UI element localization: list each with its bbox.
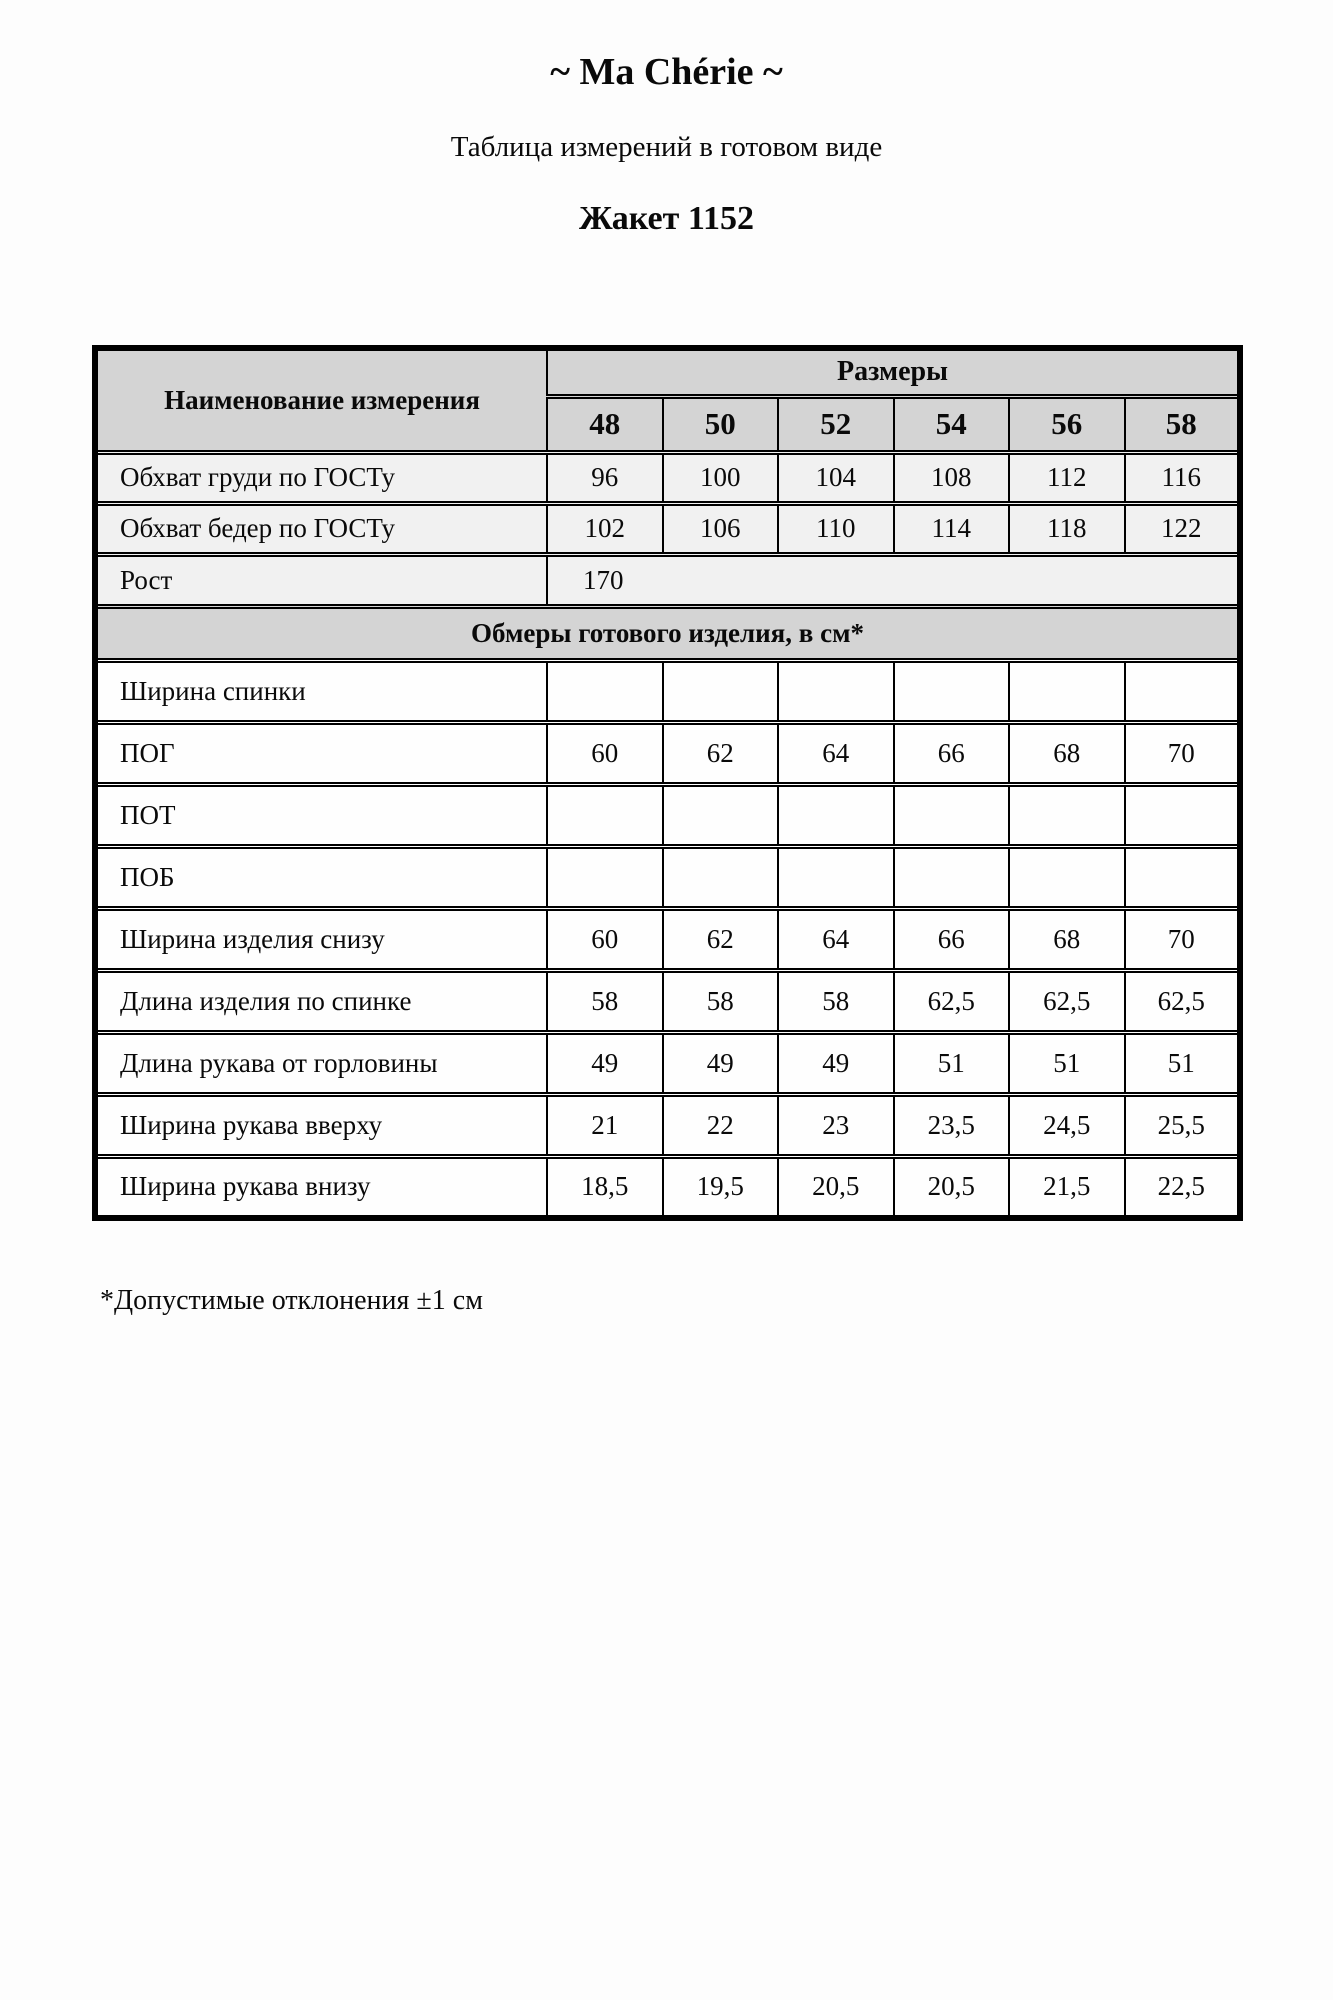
table-header-row [95, 348, 1240, 396]
value-cell [663, 784, 779, 846]
row-label: Рост [95, 554, 547, 606]
value-cell: 100 [663, 452, 779, 503]
value-cell: 70 [1125, 722, 1241, 784]
table-row [95, 554, 1240, 606]
value-cell [1009, 660, 1125, 722]
value-cell: 24,5 [1009, 1094, 1125, 1156]
table-row [95, 660, 1240, 722]
sizes-header-cell: Размеры [547, 348, 1240, 396]
value-cell: 21 [547, 1094, 663, 1156]
size-header-52: 52 [778, 396, 894, 452]
table-row [95, 1156, 1240, 1218]
row-label: ПОБ [95, 846, 547, 908]
row-label: Обхват груди по ГОСТу [95, 452, 547, 503]
value-cell: 21,5 [1009, 1156, 1125, 1218]
value-cell: 62 [663, 908, 779, 970]
value-cell [547, 846, 663, 908]
value-cell [547, 784, 663, 846]
table-row [95, 908, 1240, 970]
table-row [95, 970, 1240, 1032]
size-header-48: 48 [547, 396, 663, 452]
value-cell: 62,5 [1125, 970, 1241, 1032]
section-header-cell: Обмеры готового изделия, в см* [95, 606, 1240, 660]
size-header-56: 56 [1009, 396, 1125, 452]
value-cell: 108 [894, 452, 1010, 503]
row-label: Длина рукава от горловины [95, 1032, 547, 1094]
value-cell: 58 [547, 970, 663, 1032]
value-cell: 23,5 [894, 1094, 1010, 1156]
value-cell: 64 [778, 722, 894, 784]
section-header-row [95, 606, 1240, 660]
row-label: Ширина рукава внизу [95, 1156, 547, 1218]
value-cell [1125, 846, 1241, 908]
table-row [95, 1032, 1240, 1094]
document-subtitle: Таблица измерений в готовом виде [450, 130, 883, 163]
value-cell: 62 [663, 722, 779, 784]
value-cell [663, 660, 779, 722]
value-cell: 64 [778, 908, 894, 970]
value-cell: 62,5 [894, 970, 1010, 1032]
value-cell [1125, 660, 1241, 722]
value-cell: 20,5 [778, 1156, 894, 1218]
value-cell: 60 [547, 722, 663, 784]
table-row [95, 452, 1240, 503]
table-row [95, 846, 1240, 908]
value-cell: 18,5 [547, 1156, 663, 1218]
row-label: Длина изделия по спинке [95, 970, 547, 1032]
value-cell [894, 660, 1010, 722]
value-cell: 68 [1009, 722, 1125, 784]
size-table [92, 345, 1243, 1221]
value-cell: 116 [1125, 452, 1241, 503]
row-label: ПОТ [95, 784, 547, 846]
value-cell: 51 [894, 1032, 1010, 1094]
value-cell: 60 [547, 908, 663, 970]
value-cell: 114 [894, 503, 1010, 554]
value-cell: 112 [1009, 452, 1125, 503]
value-cell: 25,5 [1125, 1094, 1241, 1156]
value-cell [547, 660, 663, 722]
value-cell [778, 660, 894, 722]
value-cell: 68 [1009, 908, 1125, 970]
value-cell: 20,5 [894, 1156, 1010, 1218]
value-cell: 118 [1009, 503, 1125, 554]
value-cell: 70 [1125, 908, 1241, 970]
row-label: Ширина рукава вверху [95, 1094, 547, 1156]
value-cell: 58 [778, 970, 894, 1032]
value-cell [778, 784, 894, 846]
value-cell [1009, 784, 1125, 846]
value-cell: 102 [547, 503, 663, 554]
value-cell: 66 [894, 908, 1010, 970]
value-cell: 49 [547, 1032, 663, 1094]
value-cell [1125, 784, 1241, 846]
value-cell: 49 [663, 1032, 779, 1094]
value-cell [1009, 846, 1125, 908]
value-cell [778, 846, 894, 908]
row-label: Ширина изделия снизу [95, 908, 547, 970]
brand-title: ~ Ma Chérie ~ [550, 51, 783, 93]
size-header-58: 58 [1125, 396, 1241, 452]
value-cell: 66 [894, 722, 1010, 784]
value-cell: 19,5 [663, 1156, 779, 1218]
value-cell [894, 784, 1010, 846]
value-cell: 110 [778, 503, 894, 554]
value-cell: 58 [663, 970, 779, 1032]
table-row [95, 784, 1240, 846]
table-row [95, 722, 1240, 784]
value-cell: 23 [778, 1094, 894, 1156]
value-cell: 51 [1125, 1032, 1241, 1094]
name-header-cell: Наименование измерения [95, 348, 547, 452]
value-cell: 51 [1009, 1032, 1125, 1094]
value-cell: 104 [778, 452, 894, 503]
row-label: Обхват бедер по ГОСТу [95, 503, 547, 554]
table-row [95, 503, 1240, 554]
row-label: ПОГ [95, 722, 547, 784]
product-title: Жакет 1152 [579, 199, 754, 237]
value-cell: 49 [778, 1032, 894, 1094]
row-label: Ширина спинки [95, 660, 547, 722]
value-cell [663, 846, 779, 908]
value-cell: 122 [1125, 503, 1241, 554]
value-cell: 22,5 [1125, 1156, 1241, 1218]
value-cell: 62,5 [1009, 970, 1125, 1032]
value-cell: 106 [663, 503, 779, 554]
value-cell: 96 [547, 452, 663, 503]
size-header-54: 54 [894, 396, 1010, 452]
size-header-50: 50 [663, 396, 779, 452]
rost-value-cell: 170 [547, 554, 1240, 606]
value-cell: 22 [663, 1094, 779, 1156]
value-cell [894, 846, 1010, 908]
table-row [95, 1094, 1240, 1156]
footnote: *Допустимые отклонения ±1 см [100, 1285, 483, 1317]
